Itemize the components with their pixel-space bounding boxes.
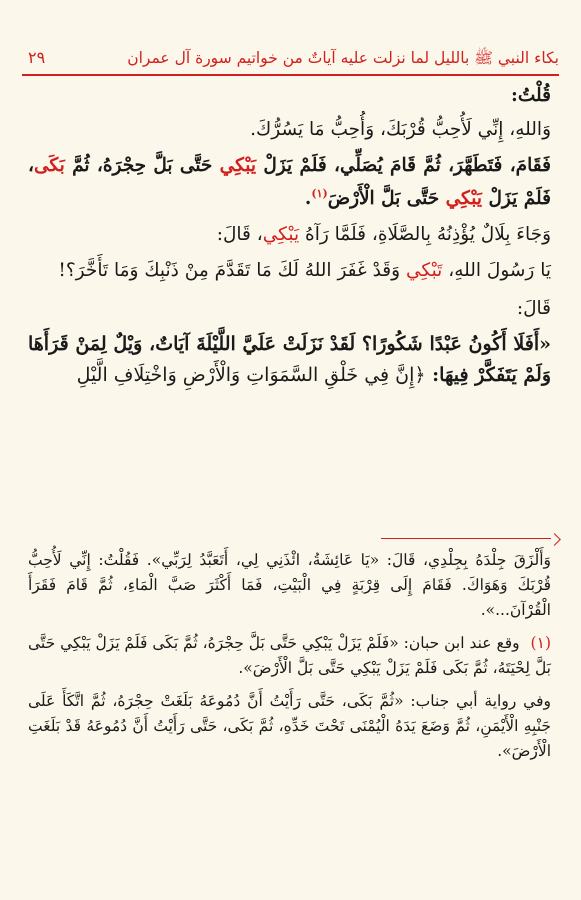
highlight-baka: بَكَى [33,155,65,176]
highlight-yabki: يَبْكِي [219,155,257,176]
paragraph-wallahi: وَاللهِ، إِنِّي لَأُحِبُّ قُرْبَكَ، وَأُحِبُّ مَا يَسُرُّكَ. [250,119,551,140]
paragraph-qultu: قُلْتُ: [511,85,551,106]
footnote-2 [28,689,551,764]
main-text [28,82,551,410]
footnotes [28,548,551,772]
text-span: يَا رَسُولَ اللهِ، [448,260,551,282]
text-span: حَتَّى بَلَّ الْأَرْضَ [327,188,440,210]
footnote-continuation [28,548,551,623]
footnote-1 [28,631,551,681]
text-span: وَجَاءَ بِلَالٌ يُؤْذِنُهُ بِالصَّلَاةِ، فَلَمَّا رَآهُ [305,224,551,246]
paragraph-qala: قَالَ: [516,298,551,320]
footnote-text: وفي رواية أبي جناب: «ثُمَّ بَكَى، حَتَّى رَأَيْتُ أَنَّ دُمُوعَهُ بَلَغَتْ حِجْرَهُ، ثُمَّ اتَّكَأَ عَلَى جَنْبِهِ الْأَيْمَنِ، ثُمَّ وَضَعَ يَدَهُ الْيُمْنَى تَحْتَ خَدِّهِ، ثُمَّ بَكَى، حَتَّى رَأَيْتُ أَنَّ دُمُوعَهُ قَدْ بَلَغَتِ الْأَرْضَ». [28,692,551,760]
text-span: فَقَامَ، فَتَطَهَّرَ، ثُمَّ قَامَ يُصَلِّي، فَلَمْ يَزَلْ [263,155,551,176]
highlight-yabki: يَبْكِي [262,224,300,246]
text-span: وقع عند ابن حبان: «فَلَمْ يَزَلْ يَبْكِي حَتَّى بَلَّ حِجْرَهُ، ثُمَّ بَكَى فَلَمْ يَزَلْ يَبْكِي حَتَّى بَلَّ لِحْيَتَهُ، ثُمَّ بَكَى فَلَمْ يَزَلْ يَبْكِي حَتَّى بَلَّ الْأَرْضَ». [28,634,551,677]
paragraph-faqama: فَقَامَ، فَتَطَهَّرَ، ثُمَّ قَامَ يُصَلِّي، فَلَمْ يَزَلْ يَبْكِي حَتَّى بَلَّ حِجْرَهُ، ثُمَّ بَكَى، فَلَمْ يَزَلْ يَبْكِي حَتَّى بَلَّ الْأَرْضَ$^{(١)}$. [28,155,551,210]
paragraph-afala [28,329,551,391]
footnote-text: وَأَلْزَقَ جِلْدَهُ بِجِلْدِي، قَالَ: «يَا عَائِشَةُ، ائْذَنِي لِي، أَتَعَبَّدُ لِرَبِّي». فَقُلْتُ: إِنِّي لَأُحِبُّ قُرْبَكَ وَهَوَاكَ. فَقَامَ إِلَى قِرْبَةٍ فِي الْبَيْتِ، فَمَا أَكْثَرَ صَبَّ الْمَاءِ، ثُمَّ قَامَ فَقَرَأَ الْقُرْآنَ...». [28,551,551,619]
footnote-number: (١) [530,634,551,652]
divider-ornament [548,533,561,546]
text-span: «أَفَلَا أَكُونُ عَبْدًا شَكُورًا؟ لَقَدْ نَزَلَتْ عَلَيَّ اللَّيْلَةَ آيَاتٌ، وَيْلٌ لِمَنْ قَرَأَهَا وَلَمْ يَتَفَكَّرْ فِيهَا: [28,333,551,387]
header-rule [22,74,559,76]
text-span: ، قَالَ: [216,224,263,246]
text-span: ، فَلَمْ يَزَلْ [28,155,551,210]
footnote-ref: (١) [311,187,328,200]
footnote-text [28,631,551,681]
highlight-tabki: تَبْكِي [405,260,443,282]
paragraph-ya-rasul [28,257,551,285]
page-number: ٢٩ [28,48,46,67]
paragraph-bilal [28,221,551,249]
text-span: حَتَّى بَلَّ حِجْرَهُ، ثُمَّ [72,155,213,176]
highlight-yabki: يَبْكِي [445,188,483,210]
header-title: بكاء النبي ﷺ بالليل لما نزلت عليه آياتٌ من خواتيم سورة آل عمران [127,49,559,67]
quran-verse: ﴿إِنَّ فِي خَلْقِ السَّمَوَاتِ وَالْأَرْضِ وَاخْتِلَافِ الَّيْلِ [76,364,426,387]
footnote-divider [381,538,551,539]
text-span: وَقَدْ غَفَرَ اللهُ لَكَ مَا تَقَدَّمَ مِنْ ذَنْبِكَ وَمَا تَأَخَّرَ؟! [58,260,401,282]
running-header [22,44,559,74]
